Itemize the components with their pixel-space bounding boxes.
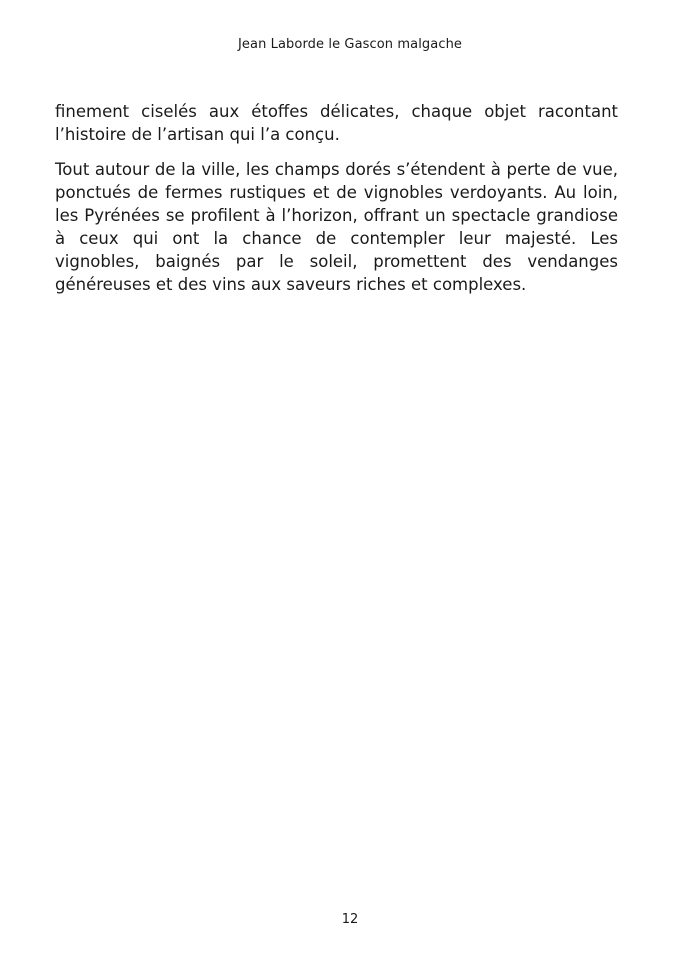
page-number: 12: [341, 912, 359, 927]
running-header: Jean Laborde le Gascon malgache: [237, 37, 463, 52]
paragraph-2: Tout autour de la ville, les champs dorés s’étendent à perte de vue, ponctués de fermes rustiques et de vignobles verdoyants. Au loin, les Pyrénées se profilent à l’horizon, offrant un spectacle grandiose à ceux qui ont la chance de contempler leur majesté. Les vignobles, baignés par le soleil, promettent des vendanges généreuses et des vins aux saveurs riches et complexes.: [55, 160, 618, 294]
body-text: [55, 100, 618, 308]
paragraph-1: finement ciselés aux étoffes délicates, chaque objet racontant l’histoire de l’artisan qui l’a conçu.: [55, 102, 618, 144]
